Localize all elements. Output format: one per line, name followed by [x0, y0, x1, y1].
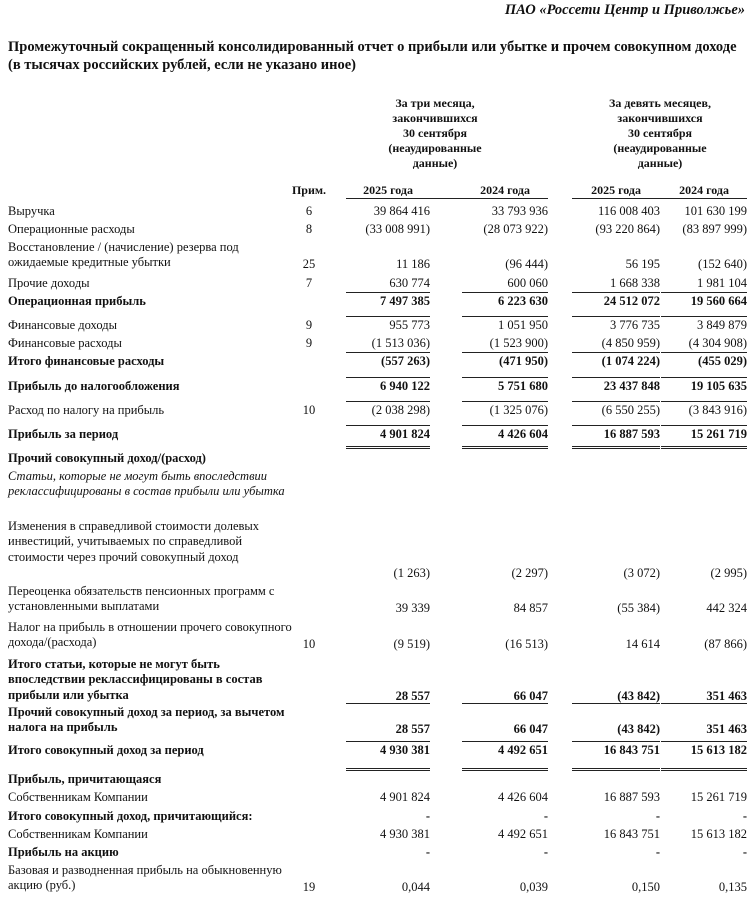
value-col-2: 4 426 604 — [498, 427, 548, 441]
row-label: Прочие доходы — [8, 276, 90, 290]
value-col-4: 0,135 — [718, 880, 747, 894]
value-col-4: 19 560 664 — [690, 294, 747, 308]
value-col-3: 23 437 848 — [603, 379, 660, 393]
value-col-1: (1 263) — [393, 566, 430, 580]
value-col-3: 16 843 751 — [603, 743, 660, 757]
row-eps-basic-diluted — [0, 863, 753, 895]
total-rule — [572, 377, 660, 378]
value-col-4: (87 866) — [704, 637, 747, 651]
value-col-1: 11 186 — [396, 257, 430, 271]
value-col-4: 15 613 182 — [690, 743, 747, 757]
value-col-1: - — [425, 809, 430, 823]
row-note: 19 — [302, 880, 316, 894]
value-col-1: 4 930 381 — [380, 827, 430, 841]
row-label: Базовая и разводненная прибыль на обыкновенную акцию (руб.) — [8, 863, 282, 893]
total-rule — [572, 768, 660, 771]
value-col-1: 7 497 385 — [380, 294, 430, 308]
row-finance-income — [0, 318, 753, 333]
total-rule — [346, 292, 430, 293]
value-col-4: 15 613 182 — [690, 827, 747, 841]
total-rule — [462, 703, 548, 704]
total-rule — [346, 446, 430, 449]
total-rule — [661, 292, 747, 293]
value-col-2: (16 513) — [505, 637, 548, 651]
value-col-4: (2 995) — [710, 566, 747, 580]
value-col-1: (2 038 298) — [371, 403, 430, 417]
row-label: Восстановление / (начисление) резерва под ожидаемые кредитные убытки — [8, 240, 239, 270]
row-finance-costs — [0, 336, 753, 351]
value-col-1: 28 557 — [395, 689, 430, 703]
row-label: Прибыль за период — [8, 427, 119, 441]
row-label: Собственникам Компании — [8, 790, 148, 804]
row-oci-net-of-tax — [0, 705, 753, 737]
value-col-2: 5 751 680 — [498, 379, 548, 393]
value-col-3: (1 074 224) — [601, 354, 660, 368]
row-label: Операционные расходы — [8, 222, 135, 236]
value-col-2: (96 444) — [505, 257, 548, 271]
row-label: Изменения в справедливой стоимости долевых инвестиций, учитываемых по справедливой стоимости через прочий совокупный доход — [8, 519, 260, 564]
row-label: Итого совокупный доход за период — [8, 743, 204, 757]
report-title: Промежуточный сокращенный консолидированный отчет о прибыли или убытке и прочем совокупном доходе (в тысячах российских рублей, если не указано иное) — [8, 39, 737, 73]
row-operating-expenses — [0, 222, 753, 237]
value-col-4: - — [742, 845, 747, 859]
value-col-1: (33 008 991) — [365, 222, 430, 236]
value-col-2: 84 857 — [513, 601, 548, 615]
value-col-2: (1 523 900) — [489, 336, 548, 350]
row-label: Налог на прибыль в отношении прочего совокупного дохода/(расхода) — [8, 620, 292, 650]
total-rule — [462, 352, 548, 353]
header-rule-three-months — [346, 198, 548, 199]
row-note: 10 — [302, 637, 316, 651]
row-note: 25 — [302, 257, 316, 271]
value-col-1: 39 864 416 — [373, 204, 430, 218]
value-col-2: 1 051 950 — [498, 318, 548, 332]
value-col-1: 0,044 — [401, 880, 430, 894]
value-col-2: - — [543, 845, 548, 859]
value-col-4: 442 324 — [706, 601, 747, 615]
value-col-2: 4 426 604 — [498, 790, 548, 804]
total-rule — [661, 401, 747, 402]
row-note: 9 — [305, 318, 313, 332]
total-rule — [572, 401, 660, 402]
total-rule — [462, 401, 548, 402]
total-rule — [346, 703, 430, 704]
row-fair-value-change — [0, 519, 753, 581]
value-col-2: (2 297) — [511, 566, 548, 580]
total-rule — [462, 768, 548, 771]
row-total-comprehensive-income — [0, 743, 753, 758]
total-rule — [462, 741, 548, 742]
value-col-2: 0,039 — [519, 880, 548, 894]
value-col-1: 4 901 824 — [380, 427, 430, 441]
note-column-header: Прим. — [291, 183, 327, 197]
total-rule — [346, 768, 430, 771]
value-col-2: (1 325 076) — [489, 403, 548, 417]
value-col-4: 15 261 719 — [690, 427, 747, 441]
value-col-4: 19 105 635 — [690, 379, 747, 393]
row-income-tax-expense — [0, 403, 753, 418]
total-rule — [462, 292, 548, 293]
total-rule — [462, 377, 548, 378]
value-col-2: 4 492 651 — [498, 743, 548, 757]
value-col-2: (28 073 922) — [483, 222, 548, 236]
row-label: Статьи, которые не могут быть впоследствии реклассифицированы в состав прибыли или убытка — [8, 469, 285, 499]
value-col-2: 4 492 651 — [498, 827, 548, 841]
value-col-3: (43 842) — [617, 689, 660, 703]
row-pension-remeasurement — [0, 584, 753, 616]
total-rule — [462, 446, 548, 449]
value-col-3: 16 887 593 — [603, 427, 660, 441]
total-rule — [462, 316, 548, 317]
row-not-reclassified-heading — [0, 469, 753, 517]
value-col-1: 6 940 122 — [380, 379, 430, 393]
value-col-3: - — [655, 809, 660, 823]
value-col-4: 351 463 — [706, 689, 747, 703]
value-col-4: 1 981 104 — [697, 276, 747, 290]
value-col-3: (55 384) — [617, 601, 660, 615]
total-rule — [572, 352, 660, 353]
value-col-4: 3 849 879 — [697, 318, 747, 332]
value-col-2: 33 793 936 — [491, 204, 548, 218]
value-col-3: (93 220 864) — [595, 222, 660, 236]
total-rule — [572, 703, 660, 704]
row-note: 7 — [305, 276, 313, 290]
value-col-2: 66 047 — [513, 722, 548, 736]
row-note: 9 — [305, 336, 313, 350]
total-rule — [572, 741, 660, 742]
value-col-1: - — [425, 845, 430, 859]
row-label: Финансовые расходы — [8, 336, 122, 350]
value-col-3: 14 614 — [625, 637, 660, 651]
company-name: ПАО «Россети Центр и Приволжье» — [504, 2, 745, 18]
value-col-3: 1 668 338 — [610, 276, 660, 290]
value-col-2: (471 950) — [499, 354, 548, 368]
value-col-3: 24 512 072 — [603, 294, 660, 308]
row-total-not-reclassified — [0, 657, 753, 704]
value-col-1: 955 773 — [389, 318, 430, 332]
total-rule — [572, 292, 660, 293]
total-rule — [346, 352, 430, 353]
row-note: 10 — [302, 403, 316, 417]
row-eps-heading — [0, 845, 753, 860]
value-col-3: - — [655, 845, 660, 859]
value-col-4: (4 304 908) — [688, 336, 747, 350]
total-rule — [346, 741, 430, 742]
row-label: Переоценка обязательств пенсионных программ с установленными выплатами — [8, 584, 275, 614]
value-col-3: 0,150 — [631, 880, 660, 894]
row-note: 6 — [305, 204, 313, 218]
value-col-4: - — [742, 809, 747, 823]
value-col-1: 39 339 — [395, 601, 430, 615]
row-profit-for-period — [0, 427, 753, 442]
value-col-1: (9 519) — [393, 637, 430, 651]
value-col-3: 116 008 403 — [597, 204, 660, 218]
row-label: Итого финансовые расходы — [8, 354, 165, 368]
year-header-3: 2025 года — [591, 183, 641, 197]
value-col-1: 4 930 381 — [380, 743, 430, 757]
total-rule — [346, 401, 430, 402]
value-col-4: 15 261 719 — [690, 790, 747, 804]
total-rule — [661, 703, 747, 704]
total-rule — [661, 377, 747, 378]
value-col-3: 16 843 751 — [603, 827, 660, 841]
value-col-3: (4 850 959) — [601, 336, 660, 350]
row-label: Прибыль, причитающаяся — [8, 772, 162, 786]
value-col-3: 3 776 735 — [610, 318, 660, 332]
row-label: Расход по налогу на прибыль — [8, 403, 165, 417]
row-label: Итого совокупный доход, причитающийся: — [8, 809, 253, 823]
value-col-1: (1 513 036) — [371, 336, 430, 350]
value-col-3: 16 887 593 — [603, 790, 660, 804]
row-oci-tax — [0, 620, 753, 652]
value-col-4: (83 897 999) — [682, 222, 747, 236]
total-rule — [346, 425, 430, 426]
year-header-1: 2025 года — [363, 183, 413, 197]
total-rule — [572, 425, 660, 426]
total-rule — [572, 446, 660, 449]
value-col-4: (3 843 916) — [688, 403, 747, 417]
year-header-4: 2024 года — [679, 183, 729, 197]
total-rule — [661, 768, 747, 771]
row-revenue — [0, 204, 753, 219]
total-rule — [346, 377, 430, 378]
header-rule-nine-months — [572, 198, 747, 199]
value-col-2: 6 223 630 — [498, 294, 548, 308]
total-rule — [661, 741, 747, 742]
total-rule — [346, 316, 430, 317]
value-col-1: 4 901 824 — [380, 790, 430, 804]
total-rule — [661, 446, 747, 449]
value-col-3: 56 195 — [625, 257, 660, 271]
row-oci-heading — [0, 451, 753, 466]
value-col-1: (557 263) — [381, 354, 430, 368]
year-header-2: 2024 года — [480, 183, 530, 197]
row-credit-loss-allowance — [0, 240, 753, 272]
value-col-4: 351 463 — [706, 722, 747, 736]
row-profit-before-tax — [0, 379, 753, 394]
value-col-3: (43 842) — [617, 722, 660, 736]
value-col-1: 28 557 — [395, 722, 430, 736]
row-tci-owners — [0, 827, 753, 842]
value-col-2: - — [543, 809, 548, 823]
total-rule — [572, 316, 660, 317]
row-tci-attributable-heading — [0, 809, 753, 824]
row-operating-profit — [0, 294, 753, 309]
row-label: Операционная прибыль — [8, 294, 146, 308]
value-col-4: (152 640) — [698, 257, 747, 271]
row-other-income — [0, 276, 753, 291]
row-profit-attributable-heading — [0, 772, 753, 787]
row-label: Прибыль на акцию — [8, 845, 119, 859]
value-col-4: 101 630 199 — [684, 204, 747, 218]
value-col-4: (455 029) — [698, 354, 747, 368]
row-label: Собственникам Компании — [8, 827, 148, 841]
total-rule — [661, 352, 747, 353]
row-label: Выручка — [8, 204, 55, 218]
row-label: Прибыль до налогообложения — [8, 379, 180, 393]
period-header-three-months: За три месяца, закончившихся 30 сентября (неаудированные данные) — [388, 96, 482, 170]
value-col-1: 630 774 — [389, 276, 430, 290]
period-header-nine-months: За девять месяцев, закончившихся 30 сентября (неаудированные данные) — [609, 96, 711, 170]
total-rule — [661, 425, 747, 426]
value-col-3: (3 072) — [623, 566, 660, 580]
value-col-3: (6 550 255) — [601, 403, 660, 417]
row-label: Прочий совокупный доход за период, за вычетом налога на прибыль — [8, 705, 285, 735]
total-rule — [661, 316, 747, 317]
value-col-2: 66 047 — [513, 689, 548, 703]
row-profit-owners — [0, 790, 753, 805]
total-rule — [462, 425, 548, 426]
row-label: Финансовые доходы — [8, 318, 117, 332]
row-label: Прочий совокупный доход/(расход) — [8, 451, 206, 465]
row-note: 8 — [305, 222, 313, 236]
value-col-2: 600 060 — [507, 276, 548, 290]
row-label: Итого статьи, которые не могут быть впоследствии реклассифицированы в состав прибыли или убытка — [8, 657, 263, 702]
row-net-finance-costs — [0, 354, 753, 369]
